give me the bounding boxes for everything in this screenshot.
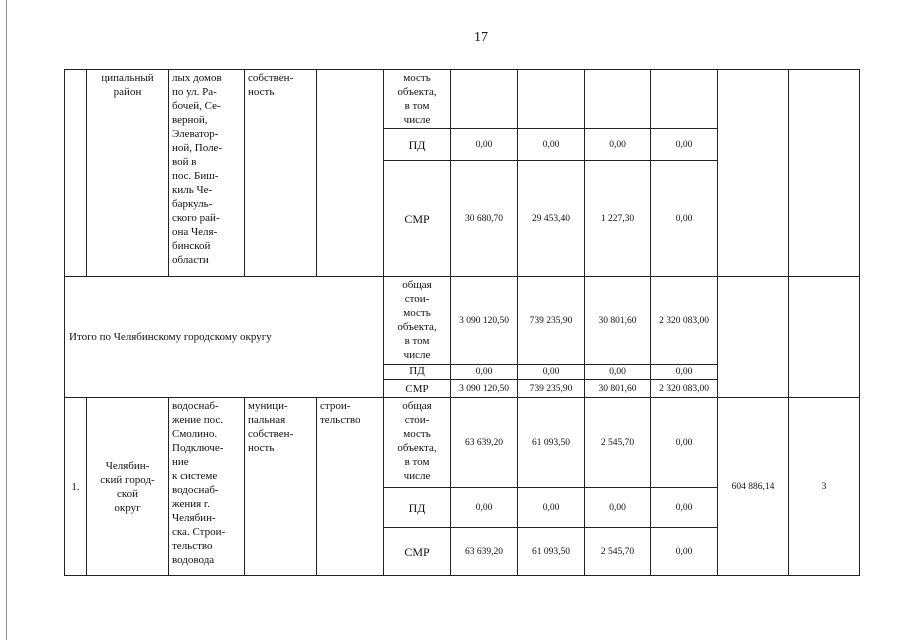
page-number: 17 — [474, 30, 488, 45]
work-type-cell: строи- тельство — [317, 398, 384, 576]
value-cell: 0,00 — [585, 365, 651, 380]
value-cell: 739 235,90 — [518, 277, 585, 365]
number-cell — [65, 70, 87, 277]
total-label: Итого по Челябинскому городскому округу — [65, 277, 384, 398]
value-cell: 0,00 — [518, 488, 585, 528]
pd-label: ПД — [384, 365, 451, 380]
value-cell: 30 801,60 — [585, 277, 651, 365]
last-cell — [789, 70, 860, 277]
ownership-cell: муници- пальная собствен- ность — [245, 398, 317, 576]
value-cell: 0,00 — [518, 129, 585, 161]
value-cell: 0,00 — [651, 488, 718, 528]
value-cell: 2 545,70 — [585, 528, 651, 576]
value-cell — [451, 70, 518, 129]
district-cell: Челябин- ский город- ской округ — [87, 398, 169, 576]
scan-edge-line — [6, 0, 7, 640]
table-row — [65, 398, 860, 488]
value-cell: 0,00 — [651, 398, 718, 488]
value-cell: 0,00 — [651, 528, 718, 576]
cost-label-cell: общая стои- мость объекта, в том числе — [384, 277, 451, 365]
budget-table — [64, 69, 860, 576]
ownership-cell: собствен- ность — [245, 70, 317, 277]
value-cell: 0,00 — [585, 488, 651, 528]
value-cell: 2 545,70 — [585, 398, 651, 488]
value-cell: 61 093,50 — [518, 398, 585, 488]
cost-label-cell: мость объекта, в том числе — [384, 70, 451, 129]
value-cell: 0,00 — [651, 129, 718, 161]
capacity-cell — [718, 70, 789, 277]
value-cell — [651, 70, 718, 129]
value-cell — [518, 70, 585, 129]
value-cell: 0,00 — [451, 488, 518, 528]
value-cell: 61 093,50 — [518, 528, 585, 576]
smr-label: СМР — [384, 380, 451, 398]
value-cell: 0,00 — [585, 129, 651, 161]
value-cell: 2 320 083,00 — [651, 380, 718, 398]
cost-label-cell: общая стои- мость объекта, в том числе — [384, 398, 451, 488]
row-number: 1. — [65, 398, 87, 576]
capacity-cell — [718, 277, 789, 398]
pd-label: ПД — [384, 488, 451, 528]
value-cell: 2 320 083,00 — [651, 277, 718, 365]
value-cell: 1 227,30 — [585, 161, 651, 277]
value-cell: 30 801,60 — [585, 380, 651, 398]
value-cell: 63 639,20 — [451, 528, 518, 576]
value-cell: 0,00 — [451, 129, 518, 161]
smr-label: СМР — [384, 528, 451, 576]
value-cell: 29 453,40 — [518, 161, 585, 277]
last-cell: 3 — [789, 398, 860, 576]
value-cell: 0,00 — [651, 161, 718, 277]
object-cell: лых домов по ул. Ра- бочей, Се- верной, Элеватор- ной, Поле- вой в пос. Биш- киль Че- баркуль- ского рай- она Челя- бинской области — [169, 70, 245, 277]
value-cell: 739 235,90 — [518, 380, 585, 398]
value-cell: 63 639,20 — [451, 398, 518, 488]
smr-label: СМР — [384, 161, 451, 277]
table-row — [65, 277, 860, 365]
last-cell — [789, 277, 860, 398]
value-cell: 3 090 120,50 — [451, 380, 518, 398]
work-type-cell — [317, 70, 384, 277]
value-cell: 30 680,70 — [451, 161, 518, 277]
pd-label: ПД — [384, 129, 451, 161]
value-cell: 0,00 — [518, 365, 585, 380]
value-cell: 0,00 — [651, 365, 718, 380]
district-cell: ципальный район — [87, 70, 169, 277]
object-cell: водоснаб- жение пос. Смолино. Подключе- ние к системе водоснаб- жения г. Челябин- ска. Строи- тельство водовода — [169, 398, 245, 576]
capacity-cell: 604 886,14 — [718, 398, 789, 576]
value-cell: 3 090 120,50 — [451, 277, 518, 365]
table-row — [65, 70, 860, 129]
value-cell — [585, 70, 651, 129]
value-cell: 0,00 — [451, 365, 518, 380]
